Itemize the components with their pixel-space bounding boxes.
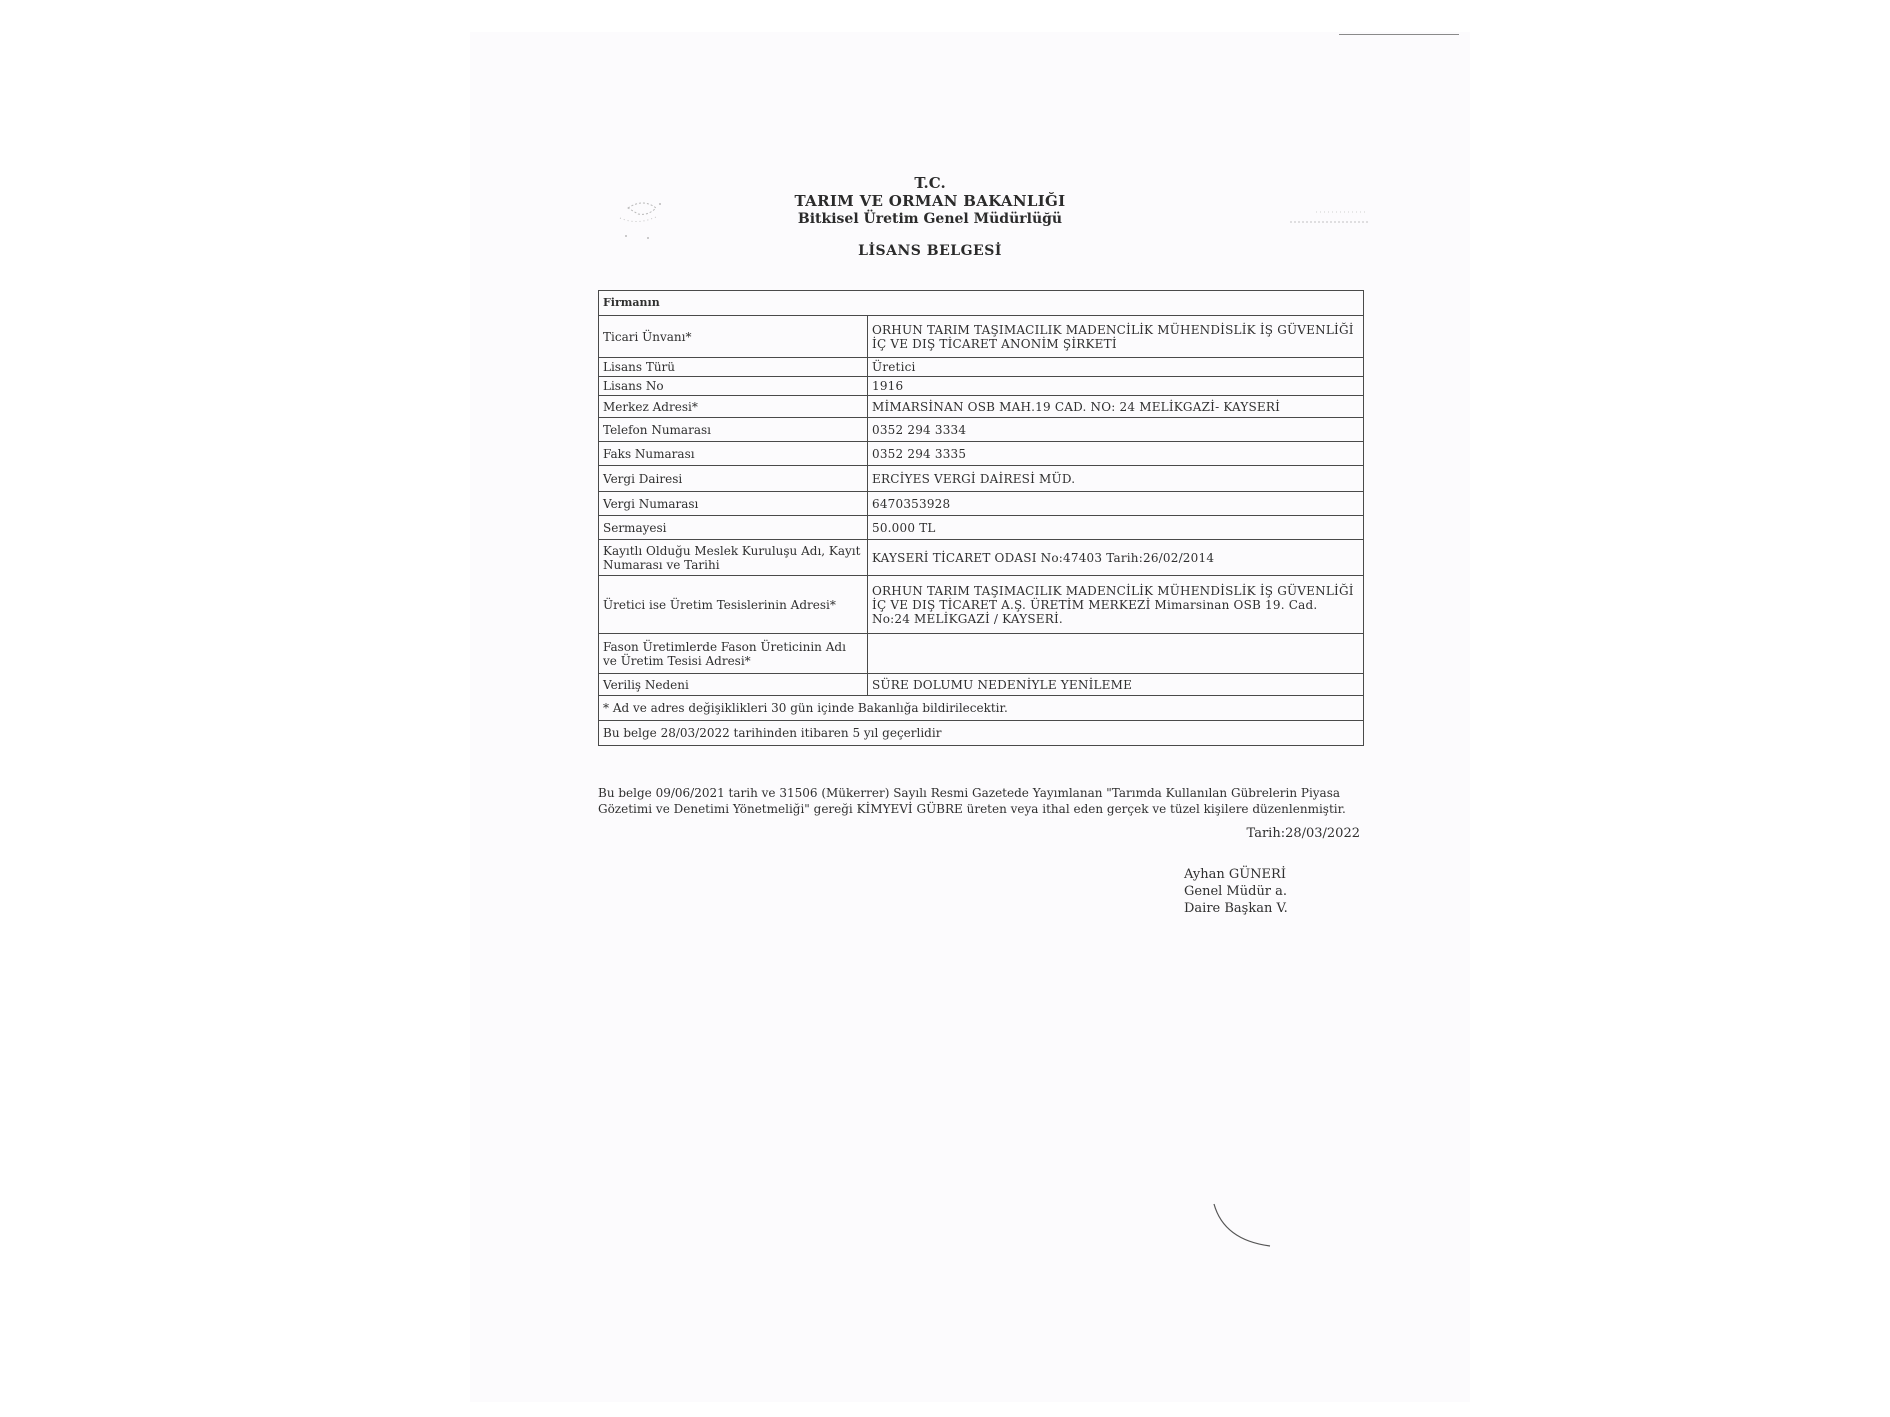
table-row xyxy=(599,316,1364,358)
row-value: 6470353928 xyxy=(868,492,1364,516)
signature-block xyxy=(1184,866,1384,917)
row-label: Ticari Ünvanı* xyxy=(599,316,868,358)
row-label: Sermayesi xyxy=(599,516,868,540)
row-label: Fason Üretimlerde Fason Üreticinin Adı ve Üretim Tesisi Adresi* xyxy=(599,634,868,674)
row-label: Vergi Numarası xyxy=(599,492,868,516)
validity-note: Bu belge 28/03/2022 tarihinden itibaren 5 yıl geçerlidir xyxy=(599,721,1364,746)
country-label: T.C. xyxy=(914,174,946,192)
signatory-name: Ayhan GÜNERİ xyxy=(1184,867,1286,882)
row-value xyxy=(868,634,1364,674)
section-heading: Firmanın xyxy=(599,291,1364,316)
faded-stamp-icon xyxy=(1286,204,1376,228)
directorate-name: Bitkisel Üretim Genel Müdürlüğü xyxy=(797,211,1063,227)
table-row xyxy=(599,442,1364,466)
row-value: 1916 xyxy=(868,377,1364,396)
table-row xyxy=(599,377,1364,396)
row-label: Lisans Türü xyxy=(599,358,868,377)
row-value: Üretici xyxy=(868,358,1364,377)
row-value: 0352 294 3334 xyxy=(868,418,1364,442)
table-row xyxy=(599,492,1364,516)
row-value: 50.000 TL xyxy=(868,516,1364,540)
row-label: Veriliş Nedeni xyxy=(599,674,868,696)
table-row xyxy=(599,721,1364,746)
row-label: Faks Numarası xyxy=(599,442,868,466)
table-row xyxy=(599,696,1364,721)
license-table xyxy=(598,290,1364,746)
issue-date: Tarih:28/03/2022 xyxy=(1246,826,1360,841)
table-row xyxy=(599,576,1364,634)
row-value: SÜRE DOLUMU NEDENİYLE YENİLEME xyxy=(868,674,1364,696)
ministry-name: TARIM VE ORMAN BAKANLIĞI xyxy=(794,192,1066,210)
row-value: ORHUN TARIM TAŞIMACILIK MADENCİLİK MÜHENDİSLİK İŞ GÜVENLİĞİ İÇ VE DIŞ TİCARET A.Ş. ÜRETİM MERKEZİ Mimarsinan OSB 19. Cad. No:24 MELİKGAZİ / KAYSERİ. xyxy=(868,576,1364,634)
row-label: Telefon Numarası xyxy=(599,418,868,442)
table-row xyxy=(599,358,1364,377)
regulation-notice: Bu belge 09/06/2021 tarih ve 31506 (Mükerrer) Sayılı Resmi Gazetede Yayımlanan "Tarımda Kullanılan Gübrelerin Piyasa Gözetimi ve Denetimi Yönetmeliği" gereği KİMYEVİ GÜBRE üreten veya ithal eden gerçek ve tüzel kişilere düzenlenmiştir. xyxy=(598,786,1346,816)
row-value: ORHUN TARIM TAŞIMACILIK MADENCİLİK MÜHENDİSLİK İŞ GÜVENLİĞİ İÇ VE DIŞ TİCARET ANONİM ŞİRKETİ xyxy=(868,316,1364,358)
footnote: * Ad ve adres değişiklikleri 30 gün içinde Bakanlığa bildirilecektir. xyxy=(599,696,1364,721)
certificate-title: LİSANS BELGESİ xyxy=(858,243,1002,259)
row-value: MİMARSİNAN OSB MAH.19 CAD. NO: 24 MELİKGAZİ- KAYSERİ xyxy=(868,396,1364,418)
row-label: Vergi Dairesi xyxy=(599,466,868,492)
row-value: 0352 294 3335 xyxy=(868,442,1364,466)
page-edge-line xyxy=(1339,34,1459,35)
row-label: Üretici ise Üretim Tesislerinin Adresi* xyxy=(599,576,868,634)
row-value: KAYSERİ TİCARET ODASI No:47403 Tarih:26/02/2014 xyxy=(868,540,1364,576)
table-row xyxy=(599,291,1364,316)
table-row xyxy=(599,634,1364,674)
row-label: Lisans No xyxy=(599,377,868,396)
pen-stroke-mark xyxy=(1210,1200,1280,1260)
row-value: ERCİYES VERGİ DAİRESİ MÜD. xyxy=(868,466,1364,492)
table-row xyxy=(599,516,1364,540)
table-row xyxy=(599,540,1364,576)
document-header xyxy=(580,174,1280,259)
table-row xyxy=(599,396,1364,418)
table-row xyxy=(599,418,1364,442)
signatory-title-secondary: Daire Başkan V. xyxy=(1184,901,1288,916)
row-label: Kayıtlı Olduğu Meslek Kuruluşu Adı, Kayıt Numarası ve Tarihi xyxy=(599,540,868,576)
table-row xyxy=(599,674,1364,696)
row-label: Merkez Adresi* xyxy=(599,396,868,418)
table-row xyxy=(599,466,1364,492)
signatory-title: Genel Müdür a. xyxy=(1184,884,1288,899)
